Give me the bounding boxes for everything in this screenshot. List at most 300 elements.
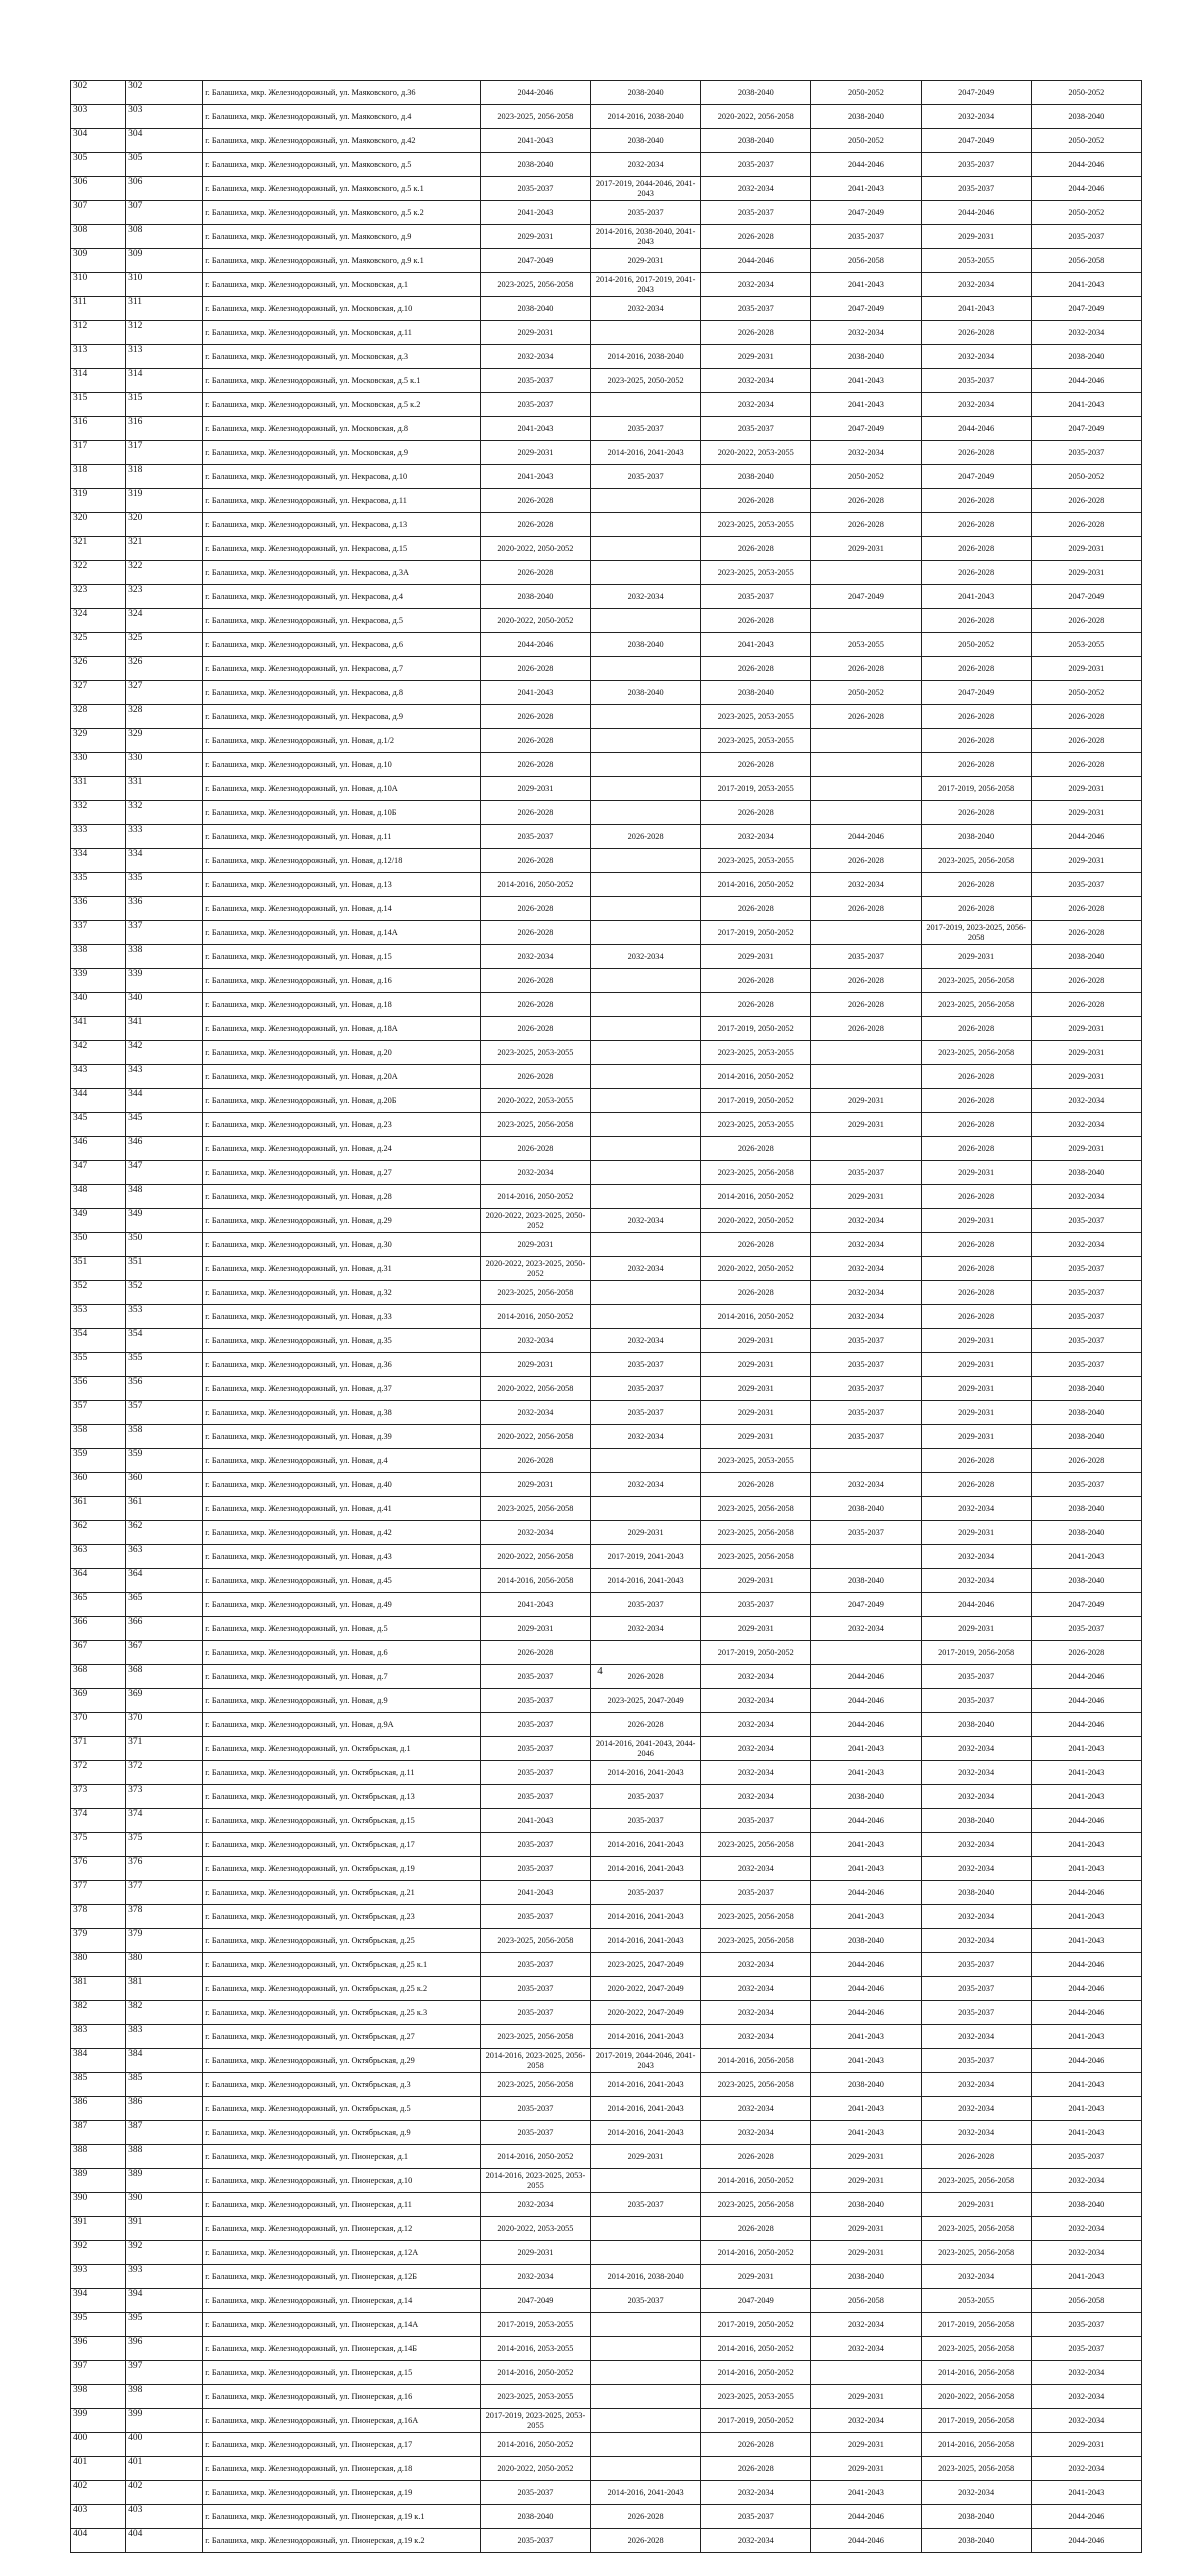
- object-id-cell: 343: [126, 1065, 203, 1089]
- period-cell: 2026-2028: [701, 2217, 811, 2241]
- period-cell: 2035-2037: [591, 2193, 701, 2217]
- address-cell: г. Балашиха, мкр. Железнодорожный, ул. Новая, д.27: [203, 1161, 481, 1185]
- address-cell: г. Балашиха, мкр. Железнодорожный, ул. Пионерская, д.12Б: [203, 2265, 481, 2289]
- period-cell: 2029-2031: [1031, 1017, 1141, 1041]
- table-row: [71, 1809, 1142, 1833]
- period-cell: [591, 969, 701, 993]
- period-cell: 2044-2046: [811, 825, 921, 849]
- period-cell: 2029-2031: [811, 1089, 921, 1113]
- address-cell: г. Балашиха, мкр. Железнодорожный, ул. Московская, д.5 к.1: [203, 369, 481, 393]
- row-number-cell: 308: [71, 225, 126, 249]
- period-cell: [591, 2433, 701, 2457]
- table-row: [71, 153, 1142, 177]
- object-id-cell: 356: [126, 1377, 203, 1401]
- period-cell: 2038-2040: [921, 1713, 1031, 1737]
- period-cell: 2032-2034: [811, 2409, 921, 2433]
- address-cell: г. Балашиха, мкр. Железнодорожный, ул. Новая, д.20Б: [203, 1089, 481, 1113]
- period-cell: 2029-2031: [1031, 1065, 1141, 1089]
- table-row: [71, 1713, 1142, 1737]
- table-row: [71, 393, 1142, 417]
- table-row: [71, 1473, 1142, 1497]
- period-cell: 2035-2037: [591, 2289, 701, 2313]
- period-cell: 2035-2037: [811, 1161, 921, 1185]
- row-number-cell: 321: [71, 537, 126, 561]
- row-number-cell: 392: [71, 2241, 126, 2265]
- period-cell: 2026-2028: [591, 1713, 701, 1737]
- period-cell: 2029-2031: [811, 2217, 921, 2241]
- period-cell: 2014-2016, 2041-2043: [591, 2121, 701, 2145]
- period-cell: 2035-2037: [1031, 2337, 1141, 2361]
- row-number-cell: 365: [71, 1593, 126, 1617]
- object-id-cell: 388: [126, 2145, 203, 2169]
- period-cell: 2056-2058: [811, 2289, 921, 2313]
- period-cell: 2032-2034: [811, 1473, 921, 1497]
- row-number-cell: 357: [71, 1401, 126, 1425]
- object-id-cell: 330: [126, 753, 203, 777]
- object-id-cell: 404: [126, 2529, 203, 2553]
- row-number-cell: 313: [71, 345, 126, 369]
- period-cell: 2020-2022, 2050-2052: [480, 537, 590, 561]
- period-cell: [811, 729, 921, 753]
- table-row: [71, 1113, 1142, 1137]
- period-cell: 2050-2052: [1031, 81, 1141, 105]
- object-id-cell: 337: [126, 921, 203, 945]
- table-row: [71, 2361, 1142, 2385]
- period-cell: 2035-2037: [811, 1329, 921, 1353]
- object-id-cell: 309: [126, 249, 203, 273]
- period-cell: 2032-2034: [811, 1305, 921, 1329]
- period-cell: 2056-2058: [1031, 249, 1141, 273]
- address-cell: г. Балашиха, мкр. Железнодорожный, ул. Октябрьская, д.25: [203, 1929, 481, 1953]
- period-cell: 2032-2034: [921, 1833, 1031, 1857]
- object-id-cell: 390: [126, 2193, 203, 2217]
- period-cell: 2032-2034: [921, 2073, 1031, 2097]
- row-number-cell: 398: [71, 2385, 126, 2409]
- period-cell: 2023-2025, 2056-2058: [921, 2457, 1031, 2481]
- period-cell: 2029-2031: [921, 945, 1031, 969]
- period-cell: [811, 753, 921, 777]
- period-cell: 2035-2037: [1031, 2313, 1141, 2337]
- period-cell: 2032-2034: [701, 1977, 811, 2001]
- period-cell: 2017-2019, 2050-2052: [701, 1641, 811, 1665]
- object-id-cell: 320: [126, 513, 203, 537]
- period-cell: 2020-2022, 2053-2055: [480, 1089, 590, 1113]
- period-cell: 2041-2043: [480, 465, 590, 489]
- address-cell: г. Балашиха, мкр. Железнодорожный, ул. Новая, д.37: [203, 1377, 481, 1401]
- period-cell: 2026-2028: [1031, 705, 1141, 729]
- table-row: [71, 1353, 1142, 1377]
- period-cell: 2032-2034: [921, 1857, 1031, 1881]
- period-cell: 2014-2016, 2041-2043: [591, 2025, 701, 2049]
- period-cell: 2026-2028: [921, 1017, 1031, 1041]
- period-cell: [591, 513, 701, 537]
- period-cell: 2026-2028: [480, 993, 590, 1017]
- object-id-cell: 383: [126, 2025, 203, 2049]
- period-cell: [591, 1065, 701, 1089]
- object-id-cell: 355: [126, 1353, 203, 1377]
- object-id-cell: 362: [126, 1521, 203, 1545]
- period-cell: 2014-2016, 2041-2043: [591, 1761, 701, 1785]
- period-cell: [591, 921, 701, 945]
- period-cell: 2041-2043: [811, 1905, 921, 1929]
- period-cell: [811, 1041, 921, 1065]
- period-cell: 2026-2028: [480, 705, 590, 729]
- row-number-cell: 318: [71, 465, 126, 489]
- period-cell: 2026-2028: [1031, 489, 1141, 513]
- period-cell: 2032-2034: [921, 1905, 1031, 1929]
- period-cell: 2035-2037: [921, 369, 1031, 393]
- period-cell: 2032-2034: [480, 2265, 590, 2289]
- period-cell: 2026-2028: [921, 1137, 1031, 1161]
- table-row: [71, 129, 1142, 153]
- address-cell: г. Балашиха, мкр. Железнодорожный, ул. Новая, д.5: [203, 1617, 481, 1641]
- period-cell: [591, 609, 701, 633]
- period-cell: 2038-2040: [811, 345, 921, 369]
- period-cell: 2035-2037: [921, 1953, 1031, 1977]
- address-cell: г. Балашиха, мкр. Железнодорожный, ул. Новая, д.12/18: [203, 849, 481, 873]
- table-row: [71, 993, 1142, 1017]
- period-cell: 2029-2031: [921, 1425, 1031, 1449]
- period-cell: 2035-2037: [1031, 225, 1141, 249]
- row-number-cell: 377: [71, 1881, 126, 1905]
- period-cell: 2014-2016, 2041-2043: [591, 441, 701, 465]
- table-row: [71, 2313, 1142, 2337]
- period-cell: 2035-2037: [811, 1425, 921, 1449]
- table-row: [71, 1833, 1142, 1857]
- address-cell: г. Балашиха, мкр. Железнодорожный, ул. Новая, д.18А: [203, 1017, 481, 1041]
- period-cell: 2038-2040: [591, 129, 701, 153]
- table-row: [71, 1977, 1142, 2001]
- address-cell: г. Балашиха, мкр. Железнодорожный, ул. Октябрьская, д.29: [203, 2049, 481, 2073]
- row-number-cell: 356: [71, 1377, 126, 1401]
- period-cell: [591, 537, 701, 561]
- period-cell: 2014-2016, 2041-2043: [591, 1857, 701, 1881]
- period-cell: 2044-2046: [1031, 153, 1141, 177]
- address-cell: г. Балашиха, мкр. Железнодорожный, ул. Новая, д.10: [203, 753, 481, 777]
- object-id-cell: 360: [126, 1473, 203, 1497]
- period-cell: 2035-2037: [701, 2505, 811, 2529]
- address-cell: г. Балашиха, мкр. Железнодорожный, ул. Московская, д.3: [203, 345, 481, 369]
- period-cell: 2023-2025, 2056-2058: [921, 2241, 1031, 2265]
- table-row: [71, 273, 1142, 297]
- row-number-cell: 400: [71, 2433, 126, 2457]
- period-cell: 2044-2046: [811, 2505, 921, 2529]
- period-cell: 2038-2040: [1031, 105, 1141, 129]
- period-cell: 2020-2022, 2056-2058: [701, 105, 811, 129]
- row-number-cell: 327: [71, 681, 126, 705]
- period-cell: [811, 1641, 921, 1665]
- period-cell: 2044-2046: [811, 2529, 921, 2553]
- table-row: [71, 1041, 1142, 1065]
- period-cell: 2026-2028: [1031, 969, 1141, 993]
- period-cell: 2056-2058: [811, 249, 921, 273]
- row-number-cell: 403: [71, 2505, 126, 2529]
- period-cell: 2041-2043: [1031, 1833, 1141, 1857]
- object-id-cell: 399: [126, 2409, 203, 2433]
- table-row: [71, 1929, 1142, 1953]
- row-number-cell: 335: [71, 873, 126, 897]
- period-cell: 2017-2019, 2023-2025, 2053-2055: [480, 2409, 590, 2433]
- row-number-cell: 374: [71, 1809, 126, 1833]
- period-cell: 2029-2031: [811, 2241, 921, 2265]
- period-cell: 2023-2025, 2053-2055: [701, 2385, 811, 2409]
- period-cell: 2032-2034: [480, 1521, 590, 1545]
- table-row: [71, 1641, 1142, 1665]
- period-cell: [591, 1017, 701, 1041]
- row-number-cell: 385: [71, 2073, 126, 2097]
- table-row: [71, 1737, 1142, 1761]
- period-cell: [591, 1497, 701, 1521]
- table-row: [71, 1185, 1142, 1209]
- period-cell: 2047-2049: [921, 681, 1031, 705]
- period-cell: 2032-2034: [811, 441, 921, 465]
- period-cell: 2014-2016, 2023-2025, 2056-2058: [480, 2049, 590, 2073]
- address-cell: г. Балашиха, мкр. Железнодорожный, ул. Октябрьская, д.25 к.1: [203, 1953, 481, 1977]
- object-id-cell: 376: [126, 1857, 203, 1881]
- period-cell: 2026-2028: [1031, 513, 1141, 537]
- period-cell: 2029-2031: [921, 1329, 1031, 1353]
- period-cell: 2029-2031: [921, 225, 1031, 249]
- address-cell: г. Балашиха, мкр. Железнодорожный, ул. Новая, д.36: [203, 1353, 481, 1377]
- period-cell: 2044-2046: [1031, 1953, 1141, 1977]
- period-cell: 2047-2049: [811, 201, 921, 225]
- period-cell: 2023-2025, 2053-2055: [701, 561, 811, 585]
- period-cell: 2014-2016, 2056-2058: [701, 2049, 811, 2073]
- row-number-cell: 340: [71, 993, 126, 1017]
- period-cell: [811, 921, 921, 945]
- period-cell: 2032-2034: [921, 1497, 1031, 1521]
- table-row: [71, 1017, 1142, 1041]
- period-cell: [811, 1065, 921, 1089]
- row-number-cell: 305: [71, 153, 126, 177]
- table-row: [71, 321, 1142, 345]
- row-number-cell: 339: [71, 969, 126, 993]
- period-cell: 2041-2043: [811, 1833, 921, 1857]
- period-cell: 2032-2034: [701, 1857, 811, 1881]
- address-cell: г. Балашиха, мкр. Железнодорожный, ул. Пионерская, д.15: [203, 2361, 481, 2385]
- period-cell: 2017-2019, 2056-2058: [921, 2409, 1031, 2433]
- period-cell: 2035-2037: [921, 153, 1031, 177]
- period-cell: 2023-2025, 2056-2058: [480, 2073, 590, 2097]
- period-cell: 2044-2046: [1031, 369, 1141, 393]
- period-cell: 2026-2028: [480, 489, 590, 513]
- table-row: [71, 2433, 1142, 2457]
- period-cell: [591, 2409, 701, 2433]
- period-cell: 2032-2034: [1031, 2169, 1141, 2193]
- period-cell: 2014-2016, 2050-2052: [701, 2361, 811, 2385]
- row-number-cell: 372: [71, 1761, 126, 1785]
- period-cell: [811, 609, 921, 633]
- period-cell: 2032-2034: [591, 153, 701, 177]
- address-cell: г. Балашиха, мкр. Железнодорожный, ул. Октябрьская, д.5: [203, 2097, 481, 2121]
- period-cell: 2029-2031: [1031, 561, 1141, 585]
- period-cell: 2035-2037: [480, 1665, 590, 1689]
- row-number-cell: 349: [71, 1209, 126, 1233]
- row-number-cell: 316: [71, 417, 126, 441]
- period-cell: 2035-2037: [480, 2097, 590, 2121]
- period-cell: 2029-2031: [1031, 1137, 1141, 1161]
- period-cell: 2047-2049: [811, 1593, 921, 1617]
- period-cell: 2023-2025, 2056-2058: [480, 105, 590, 129]
- table-row: [71, 225, 1142, 249]
- period-cell: 2014-2016, 2050-2052: [701, 1185, 811, 1209]
- period-cell: 2041-2043: [701, 633, 811, 657]
- period-cell: 2032-2034: [591, 1209, 701, 1233]
- period-cell: 2041-2043: [1031, 2481, 1141, 2505]
- period-cell: 2044-2046: [811, 1665, 921, 1689]
- table-row: [71, 1569, 1142, 1593]
- object-id-cell: 393: [126, 2265, 203, 2289]
- period-cell: 2035-2037: [921, 2049, 1031, 2073]
- row-number-cell: 348: [71, 1185, 126, 1209]
- period-cell: 2035-2037: [701, 297, 811, 321]
- row-number-cell: 332: [71, 801, 126, 825]
- period-cell: 2014-2016, 2017-2019, 2041-2043: [591, 273, 701, 297]
- period-cell: 2020-2022, 2056-2058: [480, 1545, 590, 1569]
- address-cell: г. Балашиха, мкр. Железнодорожный, ул. Новая, д.11: [203, 825, 481, 849]
- period-cell: 2053-2055: [921, 249, 1031, 273]
- address-cell: г. Балашиха, мкр. Железнодорожный, ул. Некрасова, д.6: [203, 633, 481, 657]
- period-cell: 2023-2025, 2056-2058: [921, 993, 1031, 1017]
- period-cell: 2023-2025, 2056-2058: [701, 1545, 811, 1569]
- period-cell: 2032-2034: [701, 273, 811, 297]
- period-cell: [591, 873, 701, 897]
- period-cell: 2026-2028: [921, 1281, 1031, 1305]
- period-cell: 2029-2031: [1031, 801, 1141, 825]
- table-row: [71, 369, 1142, 393]
- table-row: [71, 417, 1142, 441]
- period-cell: 2026-2028: [921, 1449, 1031, 1473]
- address-cell: г. Балашиха, мкр. Железнодорожный, ул. Новая, д.20: [203, 1041, 481, 1065]
- period-cell: 2032-2034: [921, 2121, 1031, 2145]
- address-cell: г. Балашиха, мкр. Железнодорожный, ул. Новая, д.49: [203, 1593, 481, 1617]
- period-cell: 2026-2028: [921, 609, 1031, 633]
- period-cell: 2032-2034: [1031, 1185, 1141, 1209]
- address-cell: г. Балашиха, мкр. Железнодорожный, ул. Новая, д.29: [203, 1209, 481, 1233]
- table-row: [71, 2025, 1142, 2049]
- period-cell: 2047-2049: [480, 2289, 590, 2313]
- table-row: [71, 2337, 1142, 2361]
- object-id-cell: 357: [126, 1401, 203, 1425]
- period-cell: 2032-2034: [701, 2121, 811, 2145]
- period-cell: 2026-2028: [811, 969, 921, 993]
- period-cell: 2041-2043: [811, 2121, 921, 2145]
- row-number-cell: 383: [71, 2025, 126, 2049]
- period-cell: 2026-2028: [480, 897, 590, 921]
- row-number-cell: 384: [71, 2049, 126, 2073]
- object-id-cell: 318: [126, 465, 203, 489]
- period-cell: 2044-2046: [811, 153, 921, 177]
- period-cell: [591, 2169, 701, 2193]
- period-cell: 2035-2037: [1031, 1617, 1141, 1641]
- period-cell: [591, 657, 701, 681]
- period-cell: 2044-2046: [701, 249, 811, 273]
- period-cell: 2050-2052: [811, 81, 921, 105]
- period-cell: 2038-2040: [811, 2193, 921, 2217]
- row-number-cell: 399: [71, 2409, 126, 2433]
- period-cell: 2047-2049: [1031, 1593, 1141, 1617]
- period-cell: 2032-2034: [811, 2337, 921, 2361]
- table-row: [71, 801, 1142, 825]
- period-cell: 2032-2034: [1031, 321, 1141, 345]
- period-cell: 2029-2031: [701, 1569, 811, 1593]
- period-cell: 2026-2028: [921, 1065, 1031, 1089]
- period-cell: 2032-2034: [701, 2001, 811, 2025]
- period-cell: 2041-2043: [1031, 2097, 1141, 2121]
- period-cell: 2041-2043: [811, 369, 921, 393]
- address-cell: г. Балашиха, мкр. Железнодорожный, ул. Новая, д.4: [203, 1449, 481, 1473]
- period-cell: 2035-2037: [480, 2529, 590, 2553]
- row-number-cell: 319: [71, 489, 126, 513]
- period-cell: 2023-2025, 2056-2058: [921, 849, 1031, 873]
- period-cell: 2023-2025, 2053-2055: [701, 729, 811, 753]
- period-cell: 2035-2037: [480, 1857, 590, 1881]
- period-cell: 2026-2028: [921, 729, 1031, 753]
- period-cell: 2014-2016, 2050-2052: [480, 2361, 590, 2385]
- period-cell: 2038-2040: [1031, 1497, 1141, 1521]
- row-number-cell: 371: [71, 1737, 126, 1761]
- period-cell: 2014-2016, 2050-2052: [701, 2169, 811, 2193]
- period-cell: 2026-2028: [811, 513, 921, 537]
- row-number-cell: 355: [71, 1353, 126, 1377]
- row-number-cell: 364: [71, 1569, 126, 1593]
- row-number-cell: 346: [71, 1137, 126, 1161]
- period-cell: 2032-2034: [921, 1737, 1031, 1761]
- period-cell: 2032-2034: [701, 177, 811, 201]
- address-cell: г. Балашиха, мкр. Железнодорожный, ул. Новая, д.32: [203, 1281, 481, 1305]
- table-row: [71, 2049, 1142, 2073]
- period-cell: 2029-2031: [480, 1473, 590, 1497]
- table-row: [71, 1425, 1142, 1449]
- period-cell: 2041-2043: [480, 681, 590, 705]
- address-cell: г. Балашиха, мкр. Железнодорожный, ул. Новая, д.30: [203, 1233, 481, 1257]
- period-cell: 2035-2037: [591, 1785, 701, 1809]
- table-row: [71, 441, 1142, 465]
- object-id-cell: 384: [126, 2049, 203, 2073]
- row-number-cell: 363: [71, 1545, 126, 1569]
- period-cell: [591, 705, 701, 729]
- table-row: [71, 777, 1142, 801]
- period-cell: 2029-2031: [480, 1233, 590, 1257]
- address-cell: г. Балашиха, мкр. Железнодорожный, ул. Пионерская, д.19 к.1: [203, 2505, 481, 2529]
- period-cell: 2035-2037: [811, 1401, 921, 1425]
- period-cell: 2041-2043: [811, 1737, 921, 1761]
- period-cell: 2038-2040: [811, 1929, 921, 1953]
- period-cell: 2029-2031: [480, 321, 590, 345]
- period-cell: 2035-2037: [701, 585, 811, 609]
- object-id-cell: 332: [126, 801, 203, 825]
- object-id-cell: 335: [126, 873, 203, 897]
- period-cell: 2032-2034: [701, 2025, 811, 2049]
- object-id-cell: 387: [126, 2121, 203, 2145]
- row-number-cell: 358: [71, 1425, 126, 1449]
- object-id-cell: 363: [126, 1545, 203, 1569]
- period-cell: 2017-2019, 2050-2052: [701, 1089, 811, 1113]
- row-number-cell: 326: [71, 657, 126, 681]
- object-id-cell: 385: [126, 2073, 203, 2097]
- period-cell: 2038-2040: [811, 1497, 921, 1521]
- object-id-cell: 400: [126, 2433, 203, 2457]
- period-cell: 2023-2025, 2056-2058: [921, 2169, 1031, 2193]
- address-cell: г. Балашиха, мкр. Железнодорожный, ул. Некрасова, д.7: [203, 657, 481, 681]
- object-id-cell: 342: [126, 1041, 203, 1065]
- period-cell: 2035-2037: [811, 1377, 921, 1401]
- period-cell: 2026-2028: [1031, 921, 1141, 945]
- period-cell: 2041-2043: [1031, 2073, 1141, 2097]
- period-cell: 2032-2034: [701, 1665, 811, 1689]
- address-cell: г. Балашиха, мкр. Железнодорожный, ул. Октябрьская, д.21: [203, 1881, 481, 1905]
- period-cell: 2038-2040: [1031, 1161, 1141, 1185]
